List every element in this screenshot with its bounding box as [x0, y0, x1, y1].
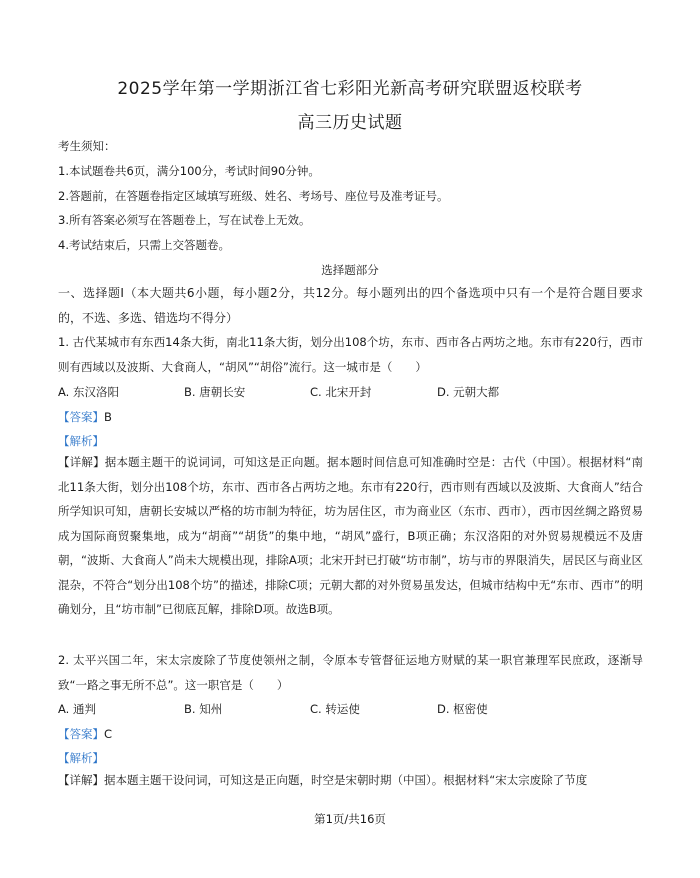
question-1-stem: 1. 古代某城市有东西14条大街，南北11条大街，划分出108个坊，东市、西市各占两坊之地。东市有220行，西市则有西域以及波斯、大食商人，“胡风”“胡俗”流行。这一城市是（ ）	[58, 335, 643, 374]
exam-title: 2025学年第一学期浙江省七彩阳光新高考研究联盟返校联考	[117, 79, 583, 99]
answer-tag: 【答案】	[58, 727, 104, 741]
q1-option-c: C. 北宋开封	[310, 385, 372, 399]
q2-option-c: C. 转运使	[310, 702, 360, 716]
notice-item: 2.答题前，在答题卷指定区域填写班级、姓名、考场号、座位号及准考证号。	[58, 189, 449, 203]
notice-item: 4.考试结束后，只需上交答题卷。	[58, 238, 230, 252]
q2-option-d: D. 枢密使	[437, 702, 488, 716]
notice-item: 3.所有答案必须写在答题卷上，写在试卷上无效。	[58, 213, 311, 227]
page-number: 第1页/共16页	[314, 812, 386, 826]
answer-value: C	[104, 727, 113, 741]
q2-detail: 【详解】据本题主题干设问词，可知这是正向题，时空是宋朝时期（中国）。根据材料“宋太宗废除了节度	[58, 773, 588, 787]
q1-option-d: D. 元朝大都	[437, 385, 500, 399]
q2-option-a: A. 通判	[58, 702, 96, 716]
q1-option-a: A. 东汉洛阳	[58, 385, 119, 399]
q2-answer	[58, 726, 112, 742]
q1-option-b: B. 唐朝长安	[184, 385, 246, 399]
notice-item: 1.本试题卷共6页，满分100分，考试时间90分钟。	[58, 164, 320, 178]
question-2-stem: 2. 太平兴国二年，宋太宗废除了节度使领州之制，令原本专管督征运地方财赋的某一职官兼理军民庶政，逐渐导致“一路之事无所不总”。这一职官是（ ）	[58, 653, 643, 692]
exam-subtitle: 高三历史试题	[297, 113, 403, 133]
section-label: 选择题部分	[321, 263, 379, 277]
notice-heading: 考生须知：	[58, 139, 116, 153]
q1-answer	[58, 409, 112, 425]
q1-analysis-tag: 【解析】	[58, 434, 104, 448]
q1-detail: 【详解】据本题主题干的说词词，可知这是正向题。据本题时间信息可知准确时空是：古代（中国）。根据材料“南北11条大街，划分出108个坊，东市、西市各占两坊之地。东市有220行，西市则有西域以及波斯、大食商人”结合所学知识可知，唐朝长安城以严格的坊市制为特征，坊为居住区，市为商业区（东市、西市），西市因丝绸之路贸易成为国际商贸聚集地，成为“胡商”“胡货”的集中地，“胡风”盛行，B项正确；东汉洛阳的对外贸易规模远不及唐朝，“波斯、大食商人”尚未大规模出现，排除A项；北宋开封已打破“坊市制”，坊与市的界限消失，居民区与商业区混杂，不符合“划分出108个坊”的描述，排除C项；元朝大都的对外贸易虽发达，但城市结构中无“东市、西市”的明确划分，且“坊市制”已彻底瓦解，排除D项。故选B项。	[58, 455, 643, 616]
q2-analysis-tag: 【解析】	[58, 751, 104, 765]
answer-tag: 【答案】	[58, 410, 104, 424]
q2-option-b: B. 知州	[184, 702, 223, 716]
answer-value: B	[104, 410, 112, 424]
section-intro: 一、选择题Ⅰ（本大题共6小题，每小题2分，共12分。每小题列出的四个备选项中只有一个是符合题目要求的，不选、多选、错选均不得分）	[58, 286, 643, 325]
